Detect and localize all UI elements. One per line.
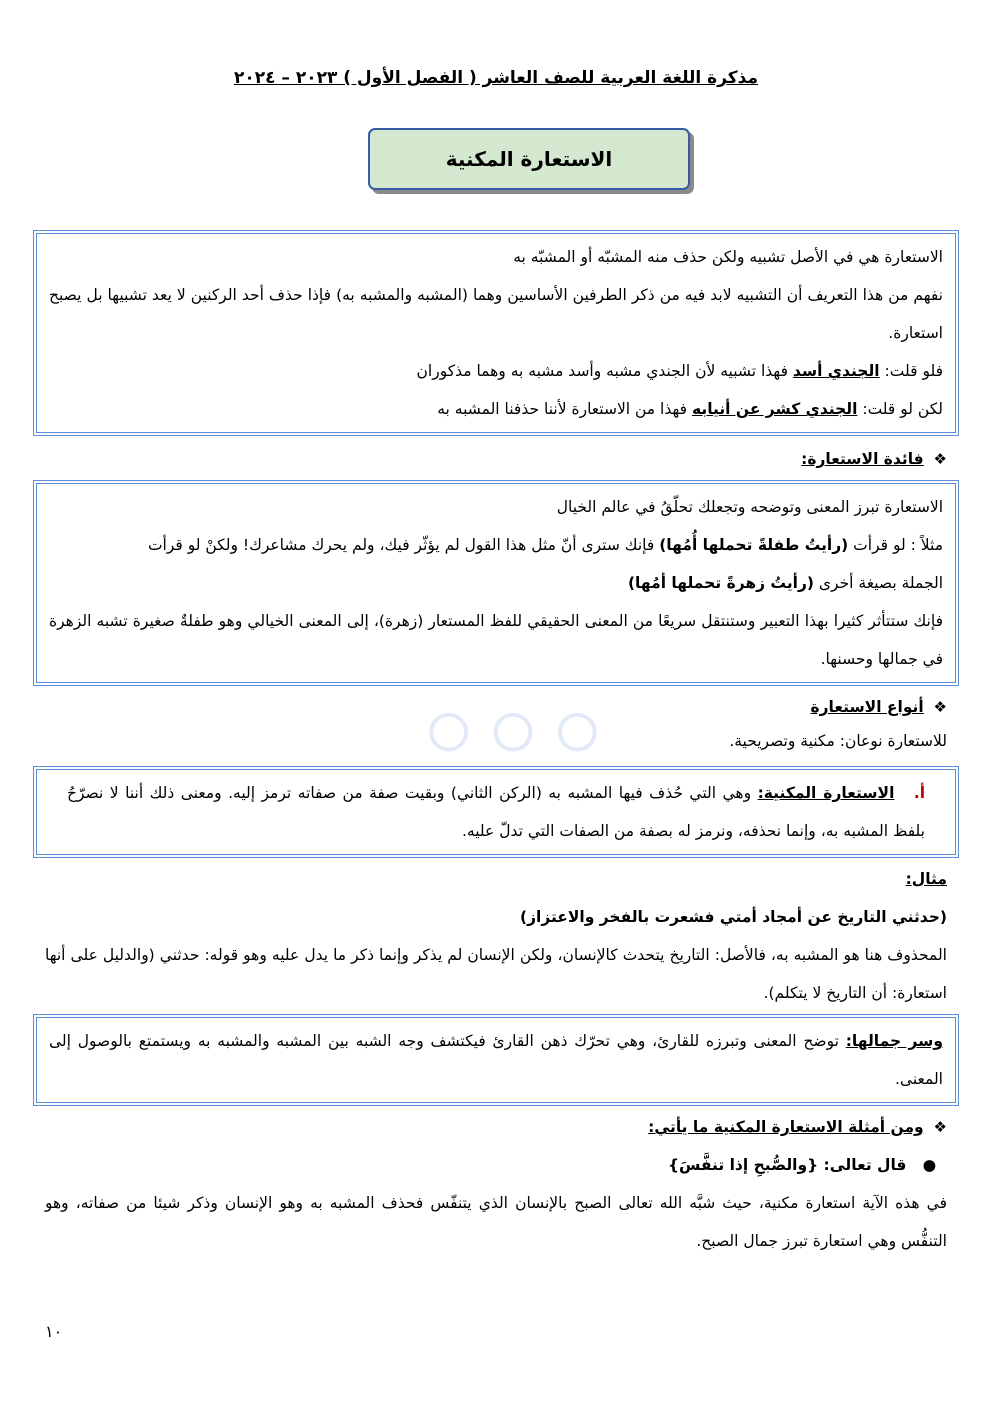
example-phrase: الجندي أسد [792,362,880,380]
intro-line1: الاستعارة هي في الأصل تشبيه ولكن حذف منه المشبّه أو المشبّه به [513,248,943,266]
intro-line2: نفهم من هذا التعريف أن التشبيه لابد فيه من ذكر الطرفين الأساسين وهما (المشبه والمشبه به) فإذا حذف أحد الركنين لا يعد تشبيها بل يصبح استعارة. [49,286,943,342]
diamond-bullet-icon: ❖ [933,1118,947,1136]
diamond-bullet-icon: ❖ [933,450,947,468]
examples-section [45,1108,947,1260]
intro-line3: فلو قلت: الجندي أسد فهذا تشبيه لأن الجندي مشبه وأسد مشبه به وهما مذكوران [416,362,943,380]
intro-box [33,230,959,436]
page-number: ١٠ [45,1322,63,1341]
verse-explanation: في هذه الآية استعارة مكنية، حيث شبَّه الله تعالى الصبح بالإنسان الذي يتنفّس فحذف المشبه به وهو الإنسان وذكر شيئا من صفاته، وهو التنفُّس وهي استعارة تبرز جمال الصبح. [45,1194,947,1250]
benefit-line4: فإنك ستتأثر كثيرا بهذا التعبير وستنتقل سريعًا من المعنى الحقيقي للفظ المستعار (زهرة)، إلى المعنى الخيالي وهو طفلةٌ صغيرة تشبه الزهرة في جمالها وحسنها. [49,612,943,668]
benefit-heading: فائدة الاستعارة: [801,450,924,468]
example-quote: (حدثني التاريخ عن أمجاد أمتي فشعرت بالفخر والاعتزاز) [520,908,947,926]
benefit-box [33,480,959,686]
main-title: الاستعارة المكنية [368,128,690,190]
dot-bullet-icon: ● [922,1156,937,1174]
benefit-line3: الجملة بصيغة أخرى (رأيتُ زهرةً تحملها أمُها) [627,574,943,592]
definition-text: أ. الاستعارة المكنية: وهي التي حُذف فيها المشبه به (الركن الثاني) وبقيت صفة من صفاته ترمز إليه. ومعنى ذلك أننا لا نصرّحُ بلفظ المشبه به، وإنما نحذفه، ونرمز له بصفة من الصفات التي تدلّ عليه. [67,784,926,840]
verse-line: ● قال تعالى: {والصُّبحِ إذا تنفَّسَ} [667,1156,937,1174]
example-phrase: الجندي كشر عن أنيابه [691,400,858,418]
types-heading: أنواع الاستعارة [810,698,924,716]
definition-box [33,766,959,858]
example-explanation: المحذوف هنا هو المشبه به، فالأصل: التاريخ يتحدث كالإنسان، ولكن الإنسان لم يذكر وإنما ذكر ما يدل عليه وهو قوله: حدثني (والدليل على أنها استعارة: أن التاريخ لا يتكلم). [45,946,947,1002]
benefit-line2: مثلاً : لو قرأت (رأيتُ طفلةً تحملها أُمُها) فإنك سترى أنّ مثل هذا القول لم يؤثّر فيك، ولم يحرك مشاعرك! ولكنْ لو قرأت [147,536,943,554]
beauty-box [33,1014,959,1106]
beauty-text: وسر جمالها: توضح المعنى وتبرزه للقارئ، وهي تحرّك ذهن القارئ فيكتشف وجه الشبه بين المشبه والمشبه به ويستمتع بالوصول إلى المعنى. [49,1032,944,1088]
benefit-heading-row [45,442,947,476]
benefit-line1: الاستعارة تبرز المعنى وتوضحه وتجعلك تحلّقُ في عالم الخيال [556,498,943,516]
example-heading: مثال: [905,870,947,888]
types-text: للاستعارة نوعان: مكنية وتصريحية. [729,732,947,750]
diamond-bullet-icon: ❖ [933,698,947,716]
intro-line4: لكن لو قلت: الجندي كشر عن أنيابه فهذا من الاستعارة لأننا حذفنا المشبه به [437,400,943,418]
examples-heading: ومن أمثلة الاستعارة المكنية ما يأتي: [648,1118,924,1136]
watermark-logo: ◦◦◦ [413,671,607,799]
list-letter: أ. [913,784,926,802]
types-section [45,690,947,758]
example-section [45,860,947,1012]
page-header: مذكرة اللغة العربية للصف العاشر ( الفصل الأول ) ٢٠٢٣ – ٢٠٢٤ [233,68,759,88]
